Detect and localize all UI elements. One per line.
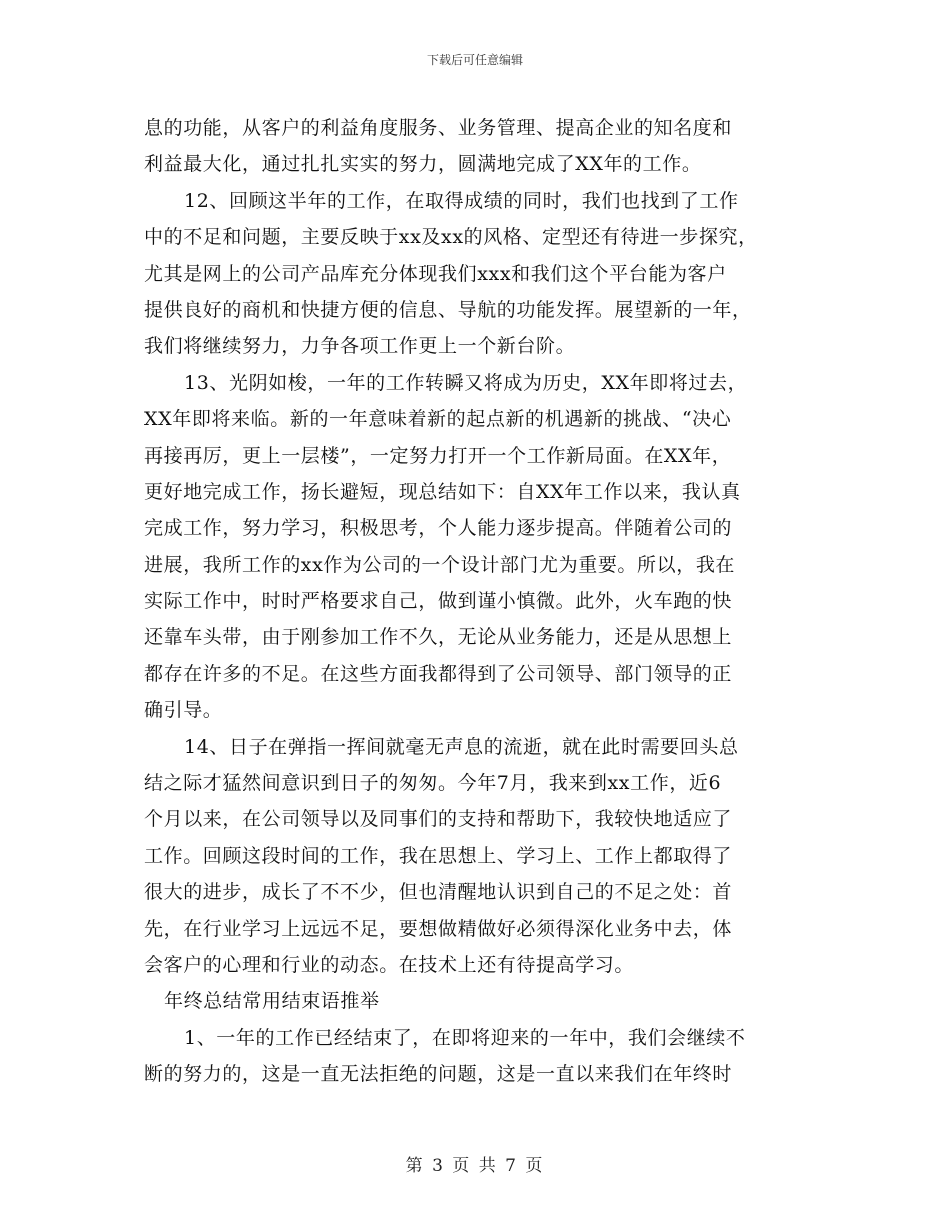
document-body [144,110,809,1093]
text-line: 息的功能，从客户的利益角度服务、业务管理、提高企业的知名度和 [144,117,733,139]
text-line: 会客户的心理和行业的动态。在技术上还有待提高学习。 [144,953,635,976]
text-line: 确引导。 [144,699,223,722]
text-line: 13、光阴如梭，一年的工作转瞬又将成为历史，XX年即将过去， [184,371,748,394]
text-line: 进展，我所工作的xx作为公司的一个设计部门尤为重要。所以，我在 [144,553,736,576]
text-line: 更好地完成工作，扬长避短，现总结如下：自XX年工作以来，我认真 [144,480,741,503]
text-line: 14、日子在弹指一挥间就毫无声息的流逝，就在此时需要回头总 [184,735,739,758]
text-line: 实际工作中，时时严格要求自己，做到谨小慎微。此外，火车跑的快 [144,590,733,613]
text-line: 很大的进步，成长了不不少，但也清醒地认识到自己的不足之处：首 [144,881,733,904]
text-line: 中的不足和问题，主要反映于xx及xx的风格、定型还有待进一步探究， [144,226,758,249]
text-line: 结之际才猛然间意识到日子的匆匆。今年7月，我来到xx工作，近6 [144,772,722,795]
page-header: 下载后可任意编辑 [426,53,523,67]
text-line: 断的努力的，这是一直无法拒绝的问题，这是一直以来我们在年终时 [144,1063,733,1086]
text-line: 完成工作，努力学习，积极思考，个人能力逐步提高。伴随着公司的 [144,517,733,540]
text-line: 利益最大化，通过扎扎实实的努力，圆满地完成了XX年的工作。 [144,153,702,176]
text-line: 提供良好的商机和快捷方便的信息、导航的功能发挥。展望新的一年， [144,298,752,321]
text-line: 12、回顾这半年的工作，在取得成绩的同时，我们也找到了工作 [184,189,739,212]
text-line: 我们将继续努力，力争各项工作更上一个新台阶。 [144,335,576,358]
text-line: 还靠车头带，由于刚参加工作不久，无论从业务能力，还是从思想上 [144,626,733,649]
text-line: 先，在行业学习上远远不足，要想做精做好必须得深化业务中去，体 [144,917,733,940]
text-line: 工作。回顾这段时间的工作，我在思想上、学习上、工作上都取得了 [144,844,733,867]
text-line: 尤其是网上的公司产品库充分体现我们xxx和我们这个平台能为客户 [144,262,727,285]
page-number-footer: 第 3 页 共 7 页 [405,1156,545,1176]
section-heading: 年终总结常用结束语推举 [164,990,380,1013]
text-line: 个月以来，在公司领导以及同事们的支持和帮助下，我较快地适应了 [144,808,733,831]
text-line: XX年即将来临。新的一年意味着新的起点新的机遇新的挑战、“决心 [144,408,732,431]
text-line: 都存在许多的不足。在这些方面我都得到了公司领导、部门领导的正 [144,662,733,685]
text-line: 1、一年的工作已经结束了，在即将迎来的一年中，我们会继续不 [184,1026,746,1049]
text-line: 再接再厉，更上一层楼”，一定努力打开一个工作新局面。在XX年， [144,444,732,467]
